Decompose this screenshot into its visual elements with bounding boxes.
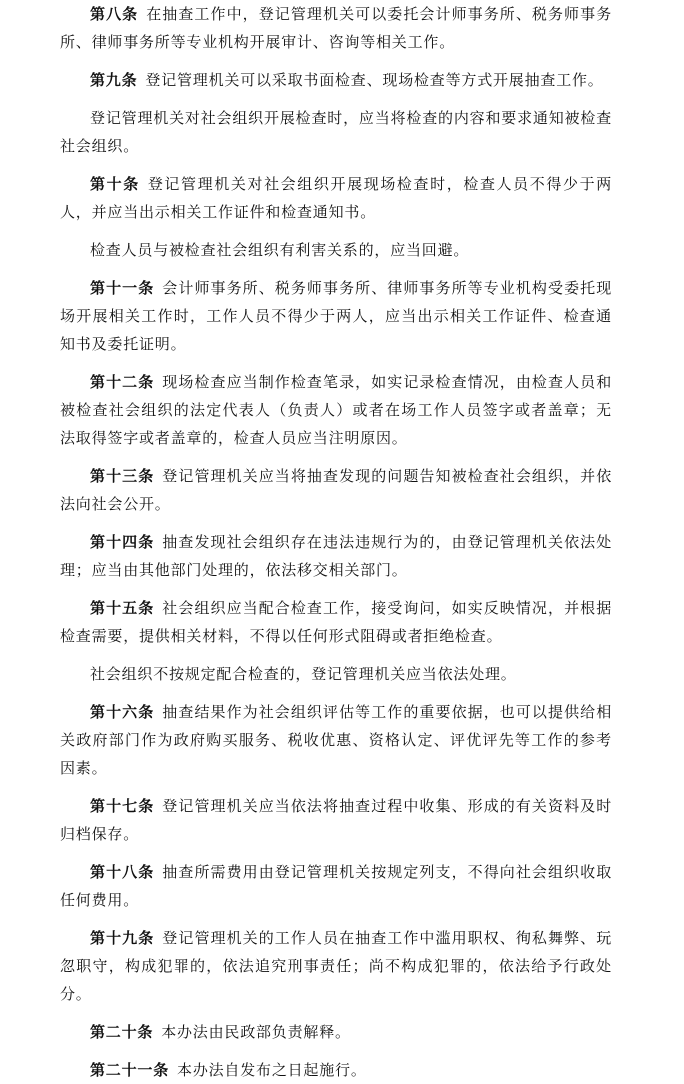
- paragraph-article-15-cont: [60, 660, 612, 688]
- article-text: 社会组织不按规定配合检查的，登记管理机关应当依法处理。: [90, 665, 517, 683]
- article-text: 抽查结果作为社会组织评估等工作的重要依据，也可以提供给相关政府部门作为政府购买服务、税收优惠、资格认定、评优评先等工作的参考因素。: [60, 703, 613, 777]
- article-number: 第八条: [90, 5, 139, 23]
- article-text: 登记管理机关的工作人员在抽查工作中滥用职权、徇私舞弊、玩忽职守，构成犯罪的，依法追究刑事责任；尚不构成犯罪的，依法给予行政处分。: [60, 929, 613, 1003]
- article-number: 第九条: [90, 71, 138, 89]
- article-text: 抽查所需费用由登记管理机关按规定列支，不得向社会组织收取任何费用。: [60, 863, 613, 909]
- paragraph-article-9-cont: [60, 104, 612, 160]
- article-number: 第十三条: [90, 467, 155, 485]
- article-number: 第十二条: [90, 373, 155, 391]
- article-number: 第十九条: [90, 929, 155, 947]
- paragraph-article-9: [60, 66, 612, 94]
- article-number: 第二十一条: [90, 1061, 170, 1079]
- paragraph-article-10: [60, 170, 612, 226]
- article-text: 本办法由民政部负责解释。: [161, 1023, 351, 1041]
- paragraph-article-21: [60, 1056, 612, 1084]
- article-text: 登记管理机关对社会组织开展检查时，应当将检查的内容和要求通知被检查社会组织。: [60, 109, 612, 155]
- article-text: 社会组织应当配合检查工作，接受询问，如实反映情况，并根据检查需要，提供相关材料，不得以任何形式阻碍或者拒绝检查。: [60, 599, 613, 645]
- article-text: 本办法自发布之日起施行。: [177, 1061, 367, 1079]
- paragraph-article-13: [60, 462, 612, 518]
- article-text: 登记管理机关应当依法将抽查过程中收集、形成的有关资料及时归档保存。: [60, 797, 613, 843]
- paragraph-article-15: [60, 594, 612, 650]
- paragraph-article-20: [60, 1018, 612, 1046]
- article-text: 检查人员与被检查社会组织有利害关系的，应当回避。: [90, 241, 470, 259]
- article-text: 登记管理机关应当将抽查发现的问题告知被检查社会组织，并依法向社会公开。: [60, 467, 613, 513]
- article-number: 第十四条: [90, 533, 155, 551]
- paragraph-article-12: [60, 368, 612, 452]
- article-text: 会计师事务所、税务师事务所、律师事务所等专业机构受委托现场开展相关工作时，工作人员不得少于两人，应当出示相关工作证件、检查通知书及委托证明。: [60, 279, 613, 353]
- paragraph-article-14: [60, 528, 612, 584]
- article-number: 第十一条: [90, 279, 155, 297]
- article-text: 现场检查应当制作检查笔录，如实记录检查情况，由检查人员和被检查社会组织的法定代表人（负责人）或者在场工作人员签字或者盖章；无法取得签字或者盖章的，检查人员应当注明原因。: [60, 373, 613, 447]
- article-text: 在抽查工作中，登记管理机关可以委托会计师事务所、税务师事务所、律师事务所等专业机构开展审计、咨询等相关工作。: [60, 5, 613, 51]
- article-number: 第十八条: [90, 863, 155, 881]
- article-text: 登记管理机关可以采取书面检查、现场检查等方式开展抽查工作。: [145, 71, 604, 89]
- paragraph-article-10-cont: [60, 236, 612, 264]
- paragraph-article-17: [60, 792, 612, 848]
- paragraph-article-16: [60, 698, 612, 782]
- article-text: 登记管理机关对社会组织开展现场检查时，检查人员不得少于两人，并应当出示相关工作证件和检查通知书。: [60, 175, 612, 221]
- article-number: 第十六条: [90, 703, 155, 721]
- article-number: 第二十条: [90, 1023, 154, 1041]
- article-number: 第十五条: [90, 599, 155, 617]
- article-number: 第十条: [90, 175, 140, 193]
- paragraph-article-19: [60, 924, 612, 1008]
- article-number: 第十七条: [90, 797, 155, 815]
- article-text: 抽查发现社会组织存在违法违规行为的，由登记管理机关依法处理；应当由其他部门处理的，依法移交相关部门。: [60, 533, 613, 579]
- paragraph-article-11: [60, 274, 612, 358]
- document-body: [60, 0, 612, 1084]
- paragraph-article-8: [60, 0, 612, 56]
- paragraph-article-18: [60, 858, 612, 914]
